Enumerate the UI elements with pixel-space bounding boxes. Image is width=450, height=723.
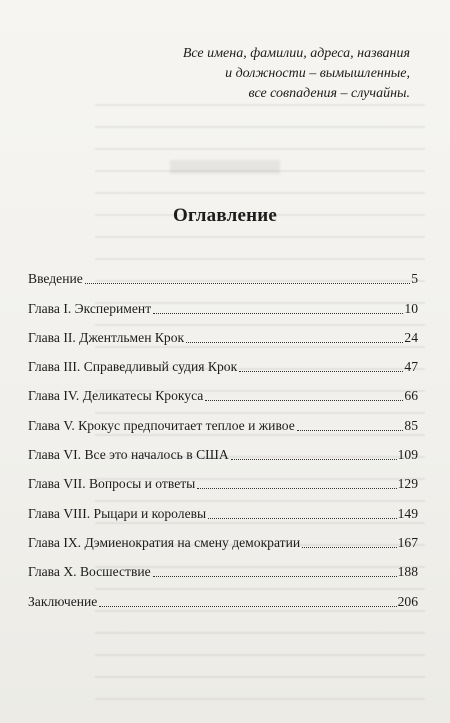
toc-entry-page: 206	[397, 593, 418, 609]
toc-entry-page: 10	[404, 300, 418, 316]
toc-entry-label: Глава VI. Все это началось в США	[28, 447, 229, 463]
epigraph-line: Все имена, фамилии, адреса, названия	[182, 46, 410, 61]
toc-entry-label: Глава IX. Дэмиенократия на смену демократии	[28, 534, 301, 550]
dot-leader	[197, 488, 396, 489]
toc-entry-label: Глава IV. Деликатесы Крокуса	[28, 388, 204, 404]
epigraph	[90, 44, 410, 104]
toc-entry[interactable]	[28, 463, 418, 492]
dot-leader	[186, 342, 403, 343]
dot-leader	[99, 606, 396, 607]
toc-entry-page: 5	[411, 271, 418, 287]
dot-leader	[231, 459, 397, 460]
toc-entry[interactable]	[28, 551, 418, 580]
dot-leader	[85, 283, 410, 284]
toc-entry-label: Заключение	[28, 593, 98, 609]
dot-leader	[297, 430, 404, 431]
toc-entry-label: Глава V. Крокус предпочитает теплое и живое	[28, 417, 295, 433]
toc-entry[interactable]	[28, 404, 418, 433]
toc-entry[interactable]	[28, 434, 418, 463]
toc-entry-label: Введение	[28, 271, 83, 287]
table-of-contents	[28, 258, 418, 610]
toc-entry-label: Глава X. Восшествие	[28, 564, 151, 580]
toc-entry-page: 109	[397, 447, 418, 463]
toc-entry-page: 188	[397, 564, 418, 580]
toc-entry-label: Глава VIII. Рыцари и королевы	[28, 505, 207, 521]
toc-entry-page: 24	[404, 329, 418, 345]
toc-entry[interactable]	[28, 492, 418, 521]
epigraph-line: все совпадения – случайны.	[248, 86, 410, 101]
toc-entry-page: 85	[404, 417, 418, 433]
toc-entry-label: Глава VII. Вопросы и ответы	[28, 476, 196, 492]
toc-title: Оглавление	[172, 205, 278, 226]
toc-entry[interactable]	[28, 317, 418, 346]
toc-entry[interactable]	[28, 580, 418, 609]
toc-entry[interactable]	[28, 375, 418, 404]
toc-entry-page: 66	[404, 388, 418, 404]
epigraph-line: и должности – вымышленные,	[225, 66, 410, 81]
toc-entry-page: 149	[397, 505, 418, 521]
toc-entry-page: 47	[404, 359, 418, 375]
toc-entry-label: Глава I. Эксперимент	[28, 300, 152, 316]
dot-leader	[239, 371, 403, 372]
dot-leader	[205, 400, 403, 401]
dot-leader	[153, 576, 397, 577]
show-through-heading	[170, 160, 280, 174]
dot-leader	[153, 313, 403, 314]
toc-entry-page: 129	[397, 476, 418, 492]
toc-entry-label: Глава III. Справедливый судия Крок	[28, 359, 238, 375]
dot-leader	[208, 518, 396, 519]
dot-leader	[302, 547, 396, 548]
toc-entry[interactable]	[28, 258, 418, 287]
toc-entry[interactable]	[28, 287, 418, 316]
toc-entry[interactable]	[28, 346, 418, 375]
toc-entry-label: Глава II. Джентльмен Крок	[28, 329, 185, 345]
toc-entry[interactable]	[28, 522, 418, 551]
toc-entry-page: 167	[397, 534, 418, 550]
